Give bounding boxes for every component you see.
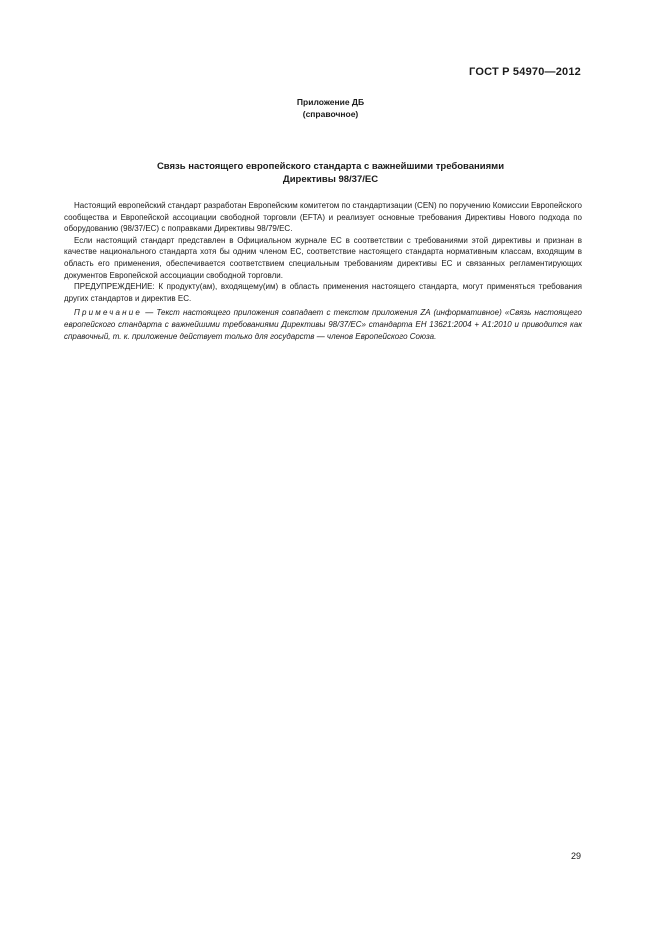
section-title-line-2: Директивы 98/37/ЕС: [282, 174, 379, 185]
appendix-label: Приложение ДБ: [296, 97, 365, 107]
page-number: 29: [570, 851, 581, 861]
appendix-heading: [0, 96, 661, 120]
section-title: [0, 160, 661, 186]
note: [64, 307, 582, 342]
note-label: Примечание: [74, 308, 143, 318]
paragraph-1: Настоящий европейский стандарт разработан Европейским комитетом по стандартизации (CEN) по поручению Комиссии Европейского сообщества и Европейской ассоциации свободной торговли (EFTA) и реализует основные требования Директивы Нового подхода по оборудованию (98/37/ЕС) с поправками Директивы 98/79/ЕС.: [64, 201, 582, 234]
body-text: [64, 200, 582, 342]
section-title-line-1: Связь настоящего европейского стандарта с важнейшими требованиями: [156, 161, 505, 172]
paragraph-2: Если настоящий стандарт представлен в Официальном журнале ЕС в соответствии с требованиями этой директивы и признан в качестве национального стандарта хотя бы одним членом ЕС, соответствие настоящего стандарта нормативным классам, входящим в область его применения, обеспечивается соответствием специальным требованиям директивы ЕС и связанных регламентирующих документов Европейской ассоциации свободной торговли.: [64, 235, 582, 280]
appendix-status: (справочное): [302, 109, 359, 119]
note-text: Текст настоящего приложения совпадает с текстом приложения ZA (информативное) «Связь настоящего европейского стандарта с важнейшими требованиями Директивы 98/37/ЕС» стандарта ЕН 13621:2004 + A1:2010 и приводится как справочный, т. к. приложение действует только для государств — членов Европейского Союза.: [64, 308, 582, 341]
note-dash: —: [142, 308, 157, 318]
document-id: ГОСТ Р 54970—2012: [469, 66, 581, 78]
paragraph-warning: ПРЕДУПРЕЖДЕНИЕ: К продукту(ам), входящему(им) в область применения настоящего стандарта, могут применяться требования других стандартов и директив ЕС.: [64, 282, 582, 303]
